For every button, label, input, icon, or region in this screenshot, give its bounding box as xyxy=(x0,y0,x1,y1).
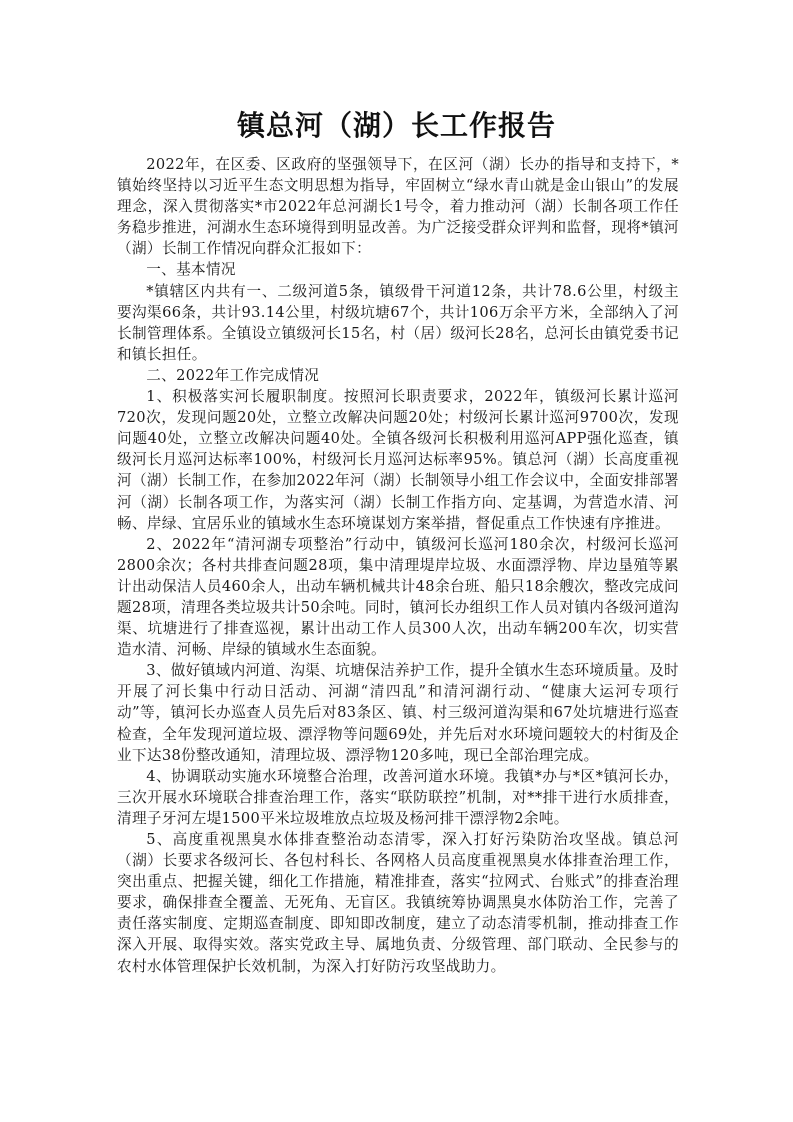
work-item-4-paragraph: 4、协调联动实施水环境整合治理，改善河道水环境。我镇*办与*区*镇河长办，三次开展水环境联合排查治理工作，落实“联防联控”机制，对**排干进行水质排查，清理子牙河左堤1500平米垃圾堆放点垃圾及杨河排干漂浮物2余吨。 xyxy=(117,767,679,827)
work-item-1-paragraph: 1、积极落实河长履职制度。按照河长职责要求，2022年，镇级河长累计巡河720次，发现问题20处，立整立改解决问题20处；村级河长累计巡河9700次，发现问题40处，立整立改解决问题40处。全镇各级河长积极利用巡河APP强化巡查，镇级河长月巡河达标率100%，村级河长月巡河达标率95%。镇总河（湖）长高度重视河（湖）长制工作，在参加2022年河（湖）长制领导小组工作会议中，全面安排部署河（湖）长制各项工作，为落实河（湖）长制工作指方向、定基调，为营造水清、河畅、岸绿、宜居乐业的镇域水生态环境谋划方案举措，督促重点工作快速有序推进。 xyxy=(117,388,679,532)
section-heading-basic-situation: 一、基本情况 xyxy=(146,261,236,279)
document-body xyxy=(117,154,679,977)
work-item-2-paragraph: 2、2022年“清河湖专项整治”行动中，镇级河长巡河180余次，村级河长巡河2800余次；各村共排查问题28项，集中清理堤岸垃圾、水面漂浮物、岸边垦殖等累计出动保洁人员460余人，出动车辆机械共计48余台班、船只18余艘次，整改完成问题28项，清理各类垃圾共计50余吨。同时，镇河长办组织工作人员对镇内各级河道沟渠、坑塘进行了排查巡视，累计出动工作人员300人次，出动车辆200车次，切实营造水清、河畅、岸绿的镇域水生态面貌。 xyxy=(117,535,679,659)
basic-situation-paragraph: *镇辖区内共有一、二级河道5条，镇级骨干河道12条，共计78.6公里，村级主要沟渠66条，共计93.14公里，村级坑塘67个，共计106万余平方米，全部纳入了河长制管理体系。全镇设立镇级河长15名，村（居）级河长28名，总河长由镇党委书记和镇长担任。 xyxy=(117,282,679,363)
work-item-5-paragraph: 5、高度重视黑臭水体排查整治动态清零，深入打好污染防治攻坚战。镇总河（湖）长要求各级河长、各包村科长、各网格人员高度重视黑臭水体排查治理工作，突出重点、把握关键，细化工作措施，精准排查，落实“拉网式、台账式”的排查治理要求，确保排查全覆盖、无死角、无盲区。我镇统筹协调黑臭水体防治工作，完善了责任落实制度、定期巡查制度、即知即改制度，建立了动态清零机制，推动排查工作深入开展、取得实效。落实党政主导、属地负责、分级管理、部门联动、全民参与的农村水体管理保护长效机制，为深入打好防污攻坚战助力。 xyxy=(117,831,679,975)
document-title: 镇总河（湖）长工作报告 xyxy=(236,109,556,142)
work-item-3-paragraph: 3、做好镇域内河道、沟渠、坑塘保洁养护工作，提升全镇水生态环境质量。及时开展了河长集中行动日活动、河湖“清四乱”和清河湖行动、“健康大运河专项行动”等，镇河长办巡查人员先后对83条区、镇、村三级河道沟渠和67处坑塘进行巡查检查，全年发现河道垃圾、漂浮物等问题69处，并先后对水环境问题较大的村街及企业下达38份整改通知，清理垃圾、漂浮物120多吨，现已全部治理完成。 xyxy=(117,662,679,764)
intro-paragraph: 2022年，在区委、区政府的坚强领导下，在区河（湖）长办的指导和支持下，*镇始终坚持以习近平生态文明思想为指导，牢固树立“绿水青山就是金山银山”的发展理念，深入贯彻落实*市2022年总河湖长1号令，着力推动河（湖）长制各项工作任务稳步推进，河湖水生态环境得到明显改善。为广泛接受群众评判和监督，现将*镇河（湖）长制工作情况向群众汇报如下： xyxy=(117,156,679,258)
section-heading-work-completion: 二、2022年工作完成情况 xyxy=(146,366,320,384)
